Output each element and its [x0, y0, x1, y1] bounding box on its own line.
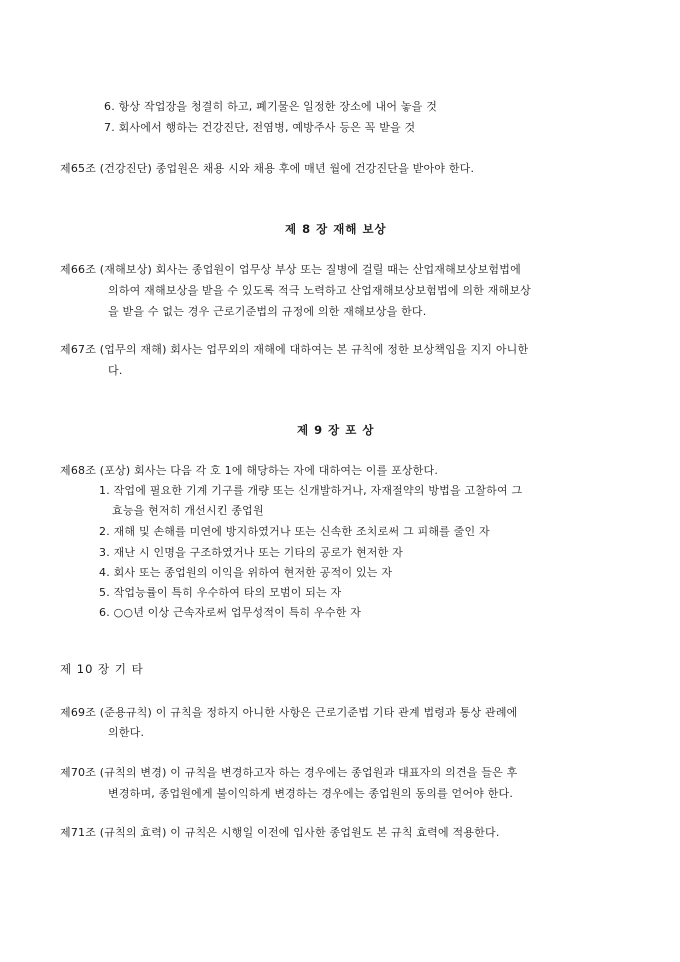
list-item: 5. 작업능률이 특히 우수하여 타의 모범이 되는 자 [99, 586, 342, 599]
article-71: 제71조 (규칙의 효력) 이 규칙은 시행일 이전에 입사한 종업원도 본 규칙 효력에 적용한다. [60, 826, 500, 839]
article-70-line-1: 제70조 (규칙의 변경) 이 규칙을 변경하고자 하는 경우에는 종업원과 대표자의 의견을 들은 후 [60, 766, 518, 779]
article-70-line-2: 변경하며, 종업원에게 불이익하게 변경하는 경우에는 종업원의 동의를 얻어야 한다. [108, 787, 514, 800]
article-66-line-3: 을 받을 수 없는 경우 근로기준법의 규정에 의한 재해보상을 한다. [108, 305, 427, 318]
list-item-continuation: 효능을 현저히 개선시킨 종업원 [112, 504, 264, 517]
chapter-8-heading: 제 8 장 재해 보상 [285, 222, 387, 236]
chapter-9-heading: 제 9 장 포 상 [297, 423, 375, 437]
list-item: 7. 회사에서 행하는 건강진단, 전염병, 예방주사 등은 꼭 받을 것 [104, 121, 416, 134]
article-67-line-2: 다. [108, 364, 123, 377]
article-67-line-1: 제67조 (업무의 재해) 회사는 업무외의 재해에 대하여는 본 규칙에 정한 보상책임을 지지 아니한 [60, 343, 529, 356]
article-65: 제65조 (건강진단) 종업원은 채용 시와 채용 후에 매년 월에 건강진단을 받아야 한다. [60, 162, 475, 175]
list-item: 2. 재해 및 손해를 미연에 방지하였거나 또는 신속한 조치로써 그 피해를 줄인 자 [99, 525, 490, 538]
list-item: 1. 작업에 필요한 기계 기구를 개량 또는 신개발하거나, 자재절약의 방법을 고찰하여 그 [99, 484, 523, 497]
chapter-10-heading: 제 10 장 기 타 [60, 662, 144, 676]
list-item: 6. ○○년 이상 근속자로써 업무성적이 특히 우수한 자 [99, 606, 362, 619]
article-68: 제68조 (포상) 회사는 다음 각 호 1에 해당하는 자에 대하여는 이를 포상한다. [60, 464, 439, 477]
list-item: 6. 항상 작업장을 청결히 하고, 폐기물은 일정한 장소에 내어 놓을 것 [104, 100, 438, 113]
list-item: 3. 재난 시 인명을 구조하였거나 또는 기타의 공로가 현저한 자 [99, 546, 403, 559]
article-66-line-2: 의하여 재해보상을 받을 수 있도록 적극 노력하고 산업재해보상보험법에 의한 재해보상 [108, 284, 532, 297]
list-item: 4. 회사 또는 종업원의 이익을 위하여 현저한 공적이 있는 자 [99, 566, 393, 579]
article-66-line-1: 제66조 (재해보상) 회사는 종업원이 업무상 부상 또는 질병에 걸릴 때는 산업재해보상보험법에 [60, 263, 521, 276]
article-69-line-1: 제69조 (준용규칙) 이 규칙을 정하지 아니한 사항은 근로기준법 기타 관계 법령과 통상 관례에 [60, 706, 518, 719]
article-69-line-2: 의한다. [108, 726, 145, 739]
